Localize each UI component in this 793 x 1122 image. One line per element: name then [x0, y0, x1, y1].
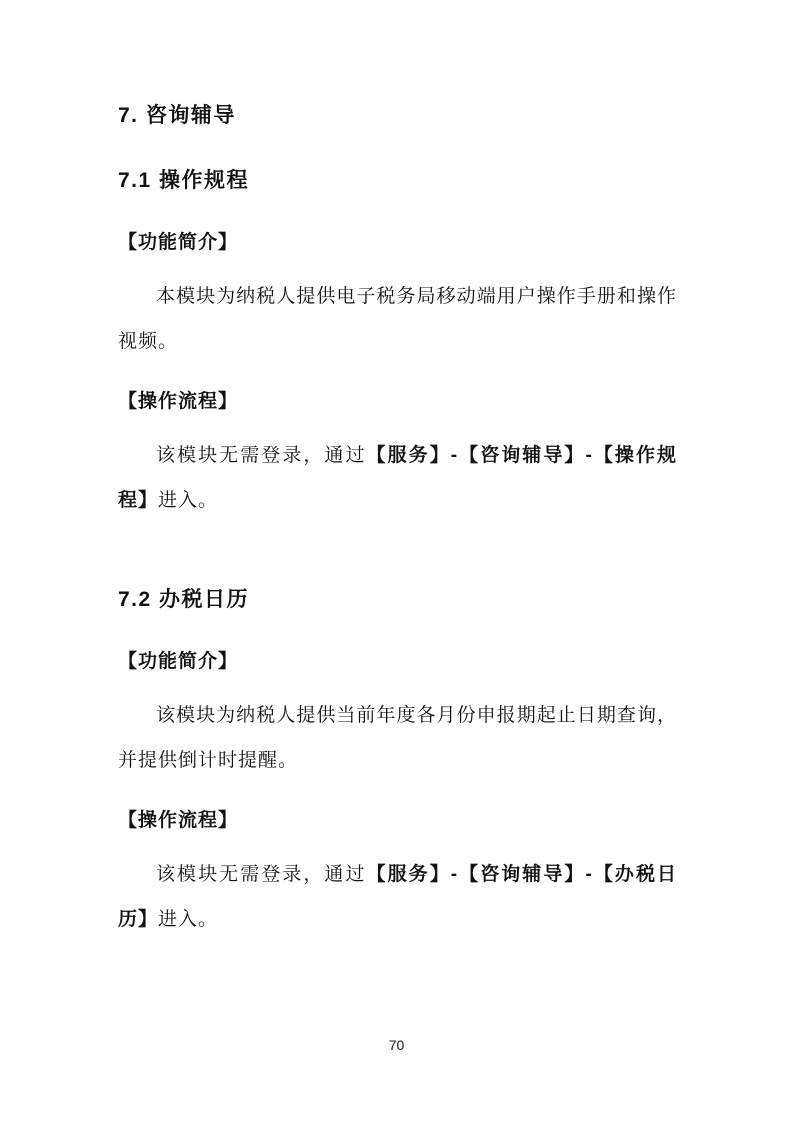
section-heading-7-2: 7.2 办税日历: [118, 588, 250, 611]
operation-flow-paragraph: [118, 852, 677, 942]
operation-flow-label: 【操作流程】: [118, 391, 239, 412]
flow-text-tail: 进入。: [158, 909, 219, 930]
function-intro-label: 【功能简介】: [118, 232, 239, 253]
section-heading-7-1: 7.1 操作规程: [118, 169, 250, 192]
operation-flow-label: 【操作流程】: [118, 810, 239, 831]
function-intro-paragraph: 该模块为纳税人提供当前年度各月份申报期起止日期查询，并提供倒计时提醒。: [118, 705, 677, 771]
menu-path: 【服务】-【咨询辅导】-【操作规程】: [118, 445, 677, 511]
function-intro-label: 【功能简介】: [118, 651, 239, 672]
operation-flow-paragraph: [118, 433, 677, 523]
flow-text-lead: 该模块无需登录，通过: [156, 864, 367, 885]
section-operation-procedures: [118, 168, 677, 523]
section-tax-calendar: [118, 587, 677, 942]
chapter-heading: 7. 咨询辅导: [118, 104, 236, 127]
flow-text-lead: 该模块无需登录，通过: [156, 445, 367, 466]
menu-path: 【服务】-【咨询辅导】-【办税日历】: [118, 864, 677, 930]
function-intro-paragraph: 本模块为纳税人提供电子税务局移动端用户操作手册和操作视频。: [118, 286, 677, 352]
page-number: 70: [388, 1037, 405, 1053]
flow-text-tail: 进入。: [158, 490, 219, 511]
